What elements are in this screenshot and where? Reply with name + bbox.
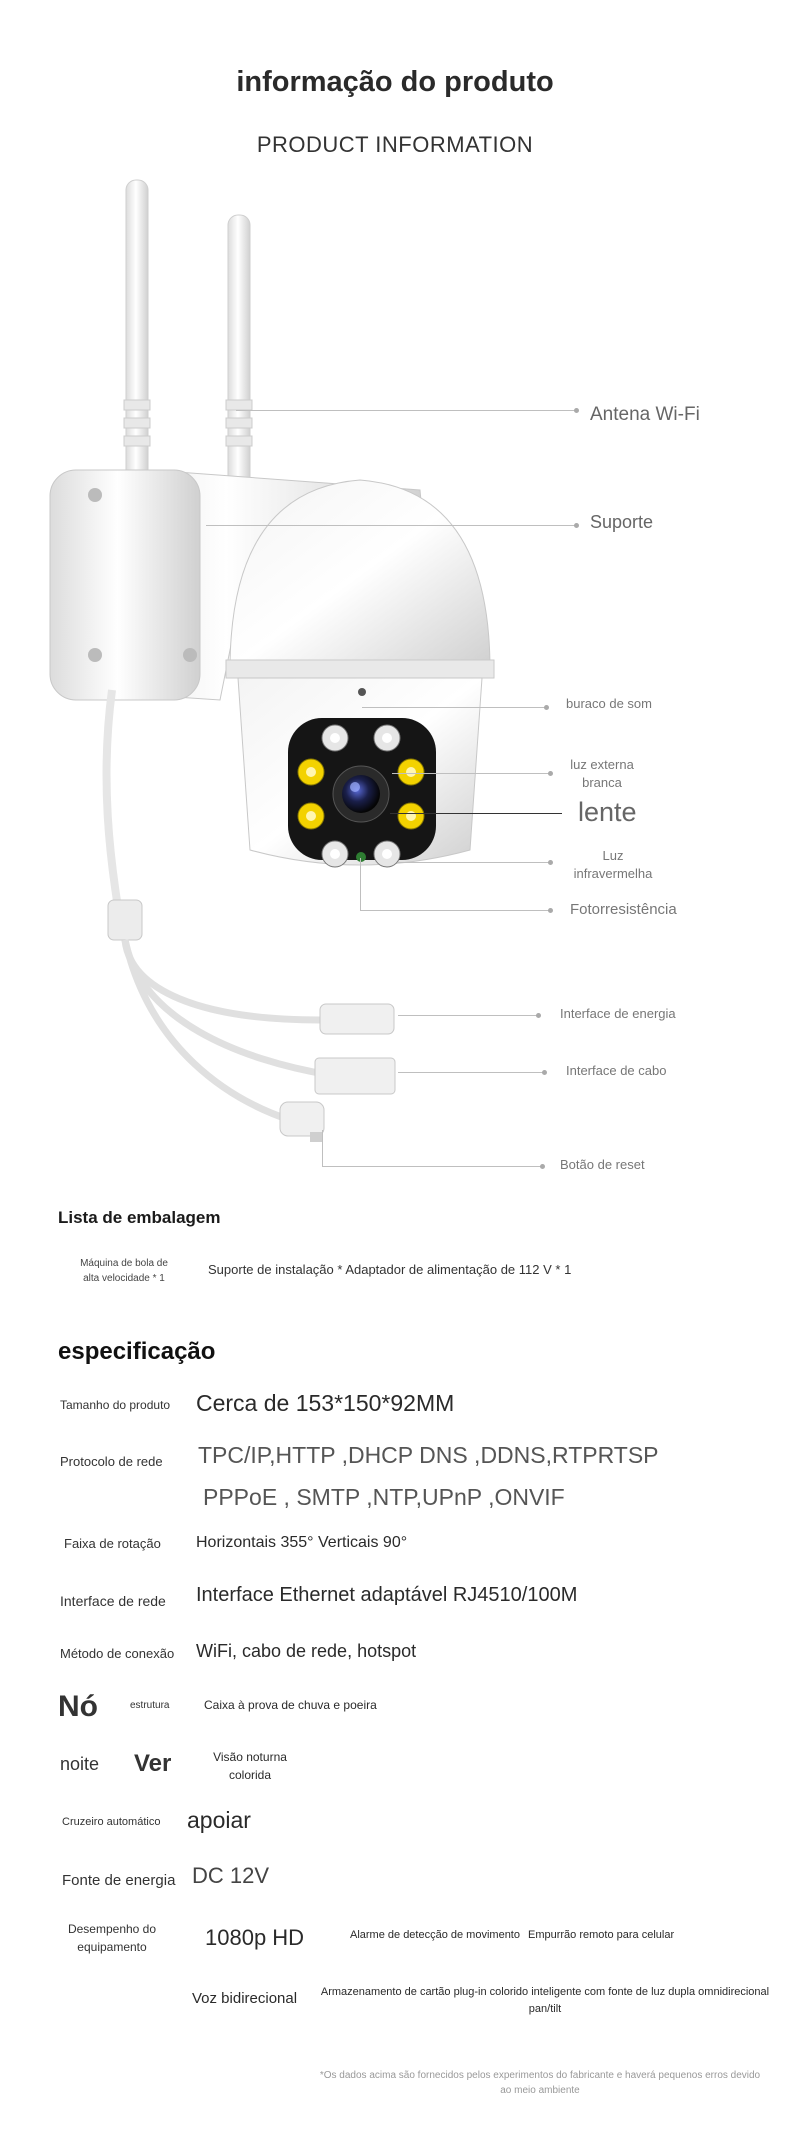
spec-size-label: Tamanho do produto <box>60 1398 171 1412</box>
spec-heading: especificação <box>58 1338 216 1365</box>
label-bracket: Suporte <box>590 512 654 532</box>
label-cable-interface: Interface de cabo <box>566 1063 667 1078</box>
page-subtitle: PRODUCT INFORMATION <box>256 132 534 157</box>
label-sound-hole: buraco de som <box>566 696 652 711</box>
spec-performance-label: Desempenho do equipamento <box>67 1922 157 1954</box>
spec-connection-value: WiFi, cabo de rede, hotspot <box>196 1641 417 1661</box>
spec-perf-storage: Armazenamento de cartão plug-in colorido inteligente com fonte de luz dupla omnidirecional pan/tilt <box>320 1986 770 2015</box>
spec-night-label-2: Ver <box>134 1750 172 1777</box>
spec-protocol-label: Protocolo de rede <box>60 1454 163 1469</box>
packing-item-camera: Máquina de bola de alta velocidade * 1 <box>80 1258 168 1284</box>
spec-protocol-value-1: TPC/IP,HTTP ,DHCP DNS ,DDNS,RTPRTSP <box>198 1442 659 1468</box>
spec-size-value: Cerca de 153*150*92MM <box>196 1390 455 1416</box>
spec-protocol-value-2: PPPoE , SMTP ,NTP,UPnP ,ONVIF <box>203 1484 565 1510</box>
spec-interface-label: Interface de rede <box>60 1593 166 1609</box>
label-white-light: luz externa branca <box>570 757 634 790</box>
spec-connection-label: Método de conexão <box>60 1646 175 1661</box>
label-reset-button: Botão de reset <box>560 1157 645 1172</box>
spec-perf-remote-push: Empurrão remoto para celular <box>528 1929 675 1941</box>
camera-illustration <box>0 160 790 1190</box>
spec-node-value: Caixa à prova de chuva e poeira <box>204 1698 377 1712</box>
label-antenna: Antena Wi-Fi <box>590 404 700 425</box>
label-ir-light: Luz infravermelha <box>573 848 653 881</box>
spec-perf-two-way-voice: Voz bidirecional <box>192 1990 298 2007</box>
spec-cruise-value: apoiar <box>187 1807 251 1833</box>
spec-night-value: Visão noturna colorida <box>213 1750 287 1782</box>
spec-rotation-label: Faixa de rotação <box>64 1536 161 1551</box>
packing-item-accessories: Suporte de instalação * Adaptador de alimentação de 112 V * 1 <box>208 1262 572 1277</box>
spec-power-label: Fonte de energia <box>62 1872 176 1889</box>
spec-perf-hd: 1080p HD <box>205 1925 305 1950</box>
label-photoresistor: Fotorresistência <box>570 901 677 918</box>
spec-night-label: noite <box>60 1754 100 1774</box>
spec-node-label: Nó <box>58 1690 98 1723</box>
label-lens: lente <box>578 797 637 827</box>
spec-rotation-value: Horizontais 355° Verticais 90° <box>196 1534 408 1551</box>
spec-cruise-label: Cruzeiro automático <box>62 1816 161 1828</box>
label-power-interface: Interface de energia <box>560 1006 676 1021</box>
spec-interface-value: Interface Ethernet adaptável RJ4510/100M <box>196 1584 578 1606</box>
packing-heading: Lista de embalagem <box>58 1208 221 1227</box>
spec-perf-motion-alarm: Alarme de detecção de movimento <box>350 1929 520 1941</box>
page-title: informação do produto <box>236 66 554 98</box>
spec-node-sub: estrutura <box>130 1700 170 1711</box>
spec-power-value: DC 12V <box>192 1863 270 1888</box>
footnote: *Os dados acima são fornecidos pelos experimentos do fabricante e haverá pequenos erros devido ao meio ambiente <box>319 2070 761 2096</box>
